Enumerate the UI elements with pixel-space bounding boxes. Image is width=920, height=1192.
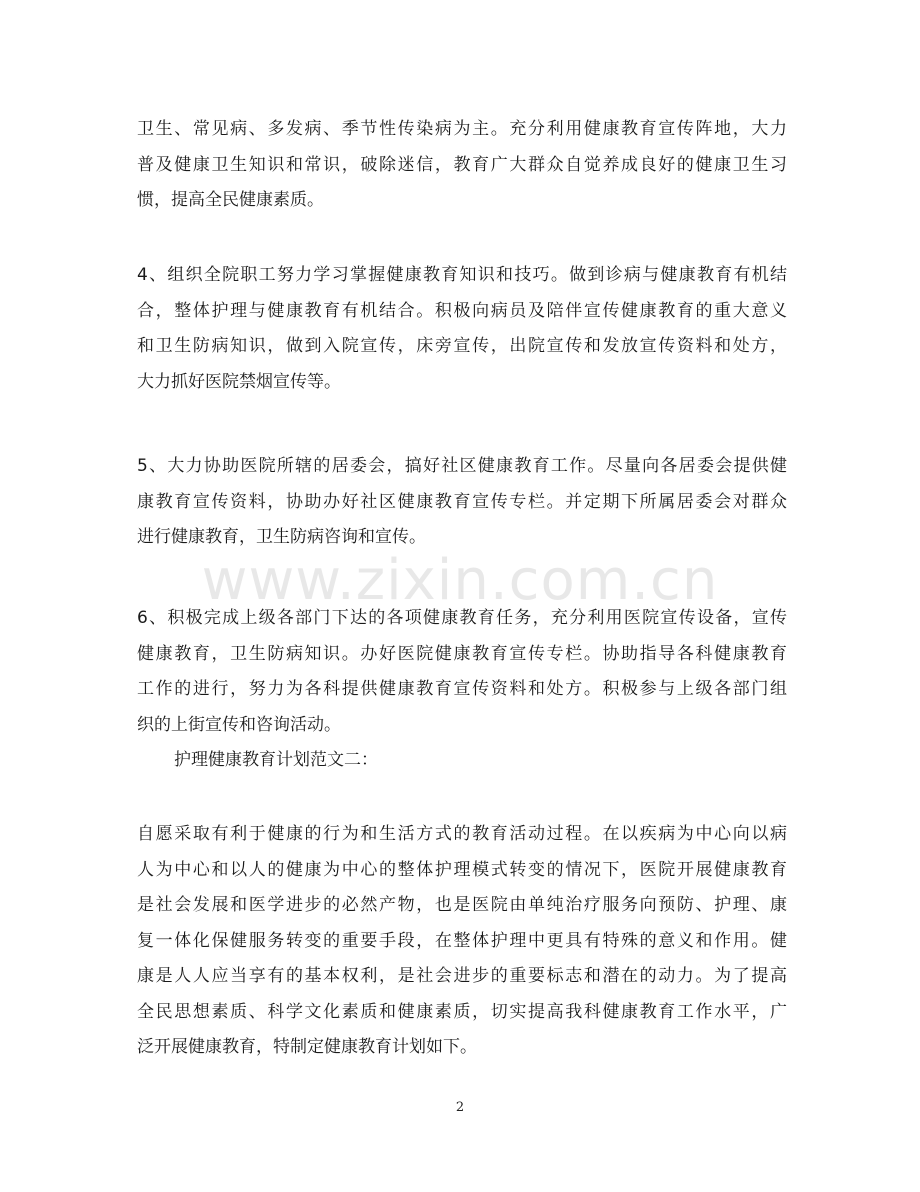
page-number: 2 <box>455 1100 465 1115</box>
paragraph-1 <box>137 112 787 219</box>
text-line: 4、组织全院职工努力学习掌握健康教育知识和技巧。做到诊病与健康教育有机结 <box>137 265 787 285</box>
text-line: 全民思想素质、科学文化素质和健康素质，切实提高我科健康教育工作水平，广 <box>137 1001 787 1022</box>
text-line: 合，整体护理与健康教育有机结合。积极向病员及陪伴宣传健康教育的重大意义 <box>137 300 787 321</box>
text-line: 卫生、常见病、多发病、季节性传染病为主。充分利用健康教育宣传阵地，大力 <box>137 119 787 139</box>
text-line: 康教育宣传资料，协助办好社区健康教育宣传专栏。并定期下所属居委会对群众 <box>137 491 787 512</box>
text-line: 进行健康教育，卫生防病咨询和宣传。 <box>137 527 426 547</box>
text-line: 普及健康卫生知识和常识，破除迷信，教育广大群众自觉养成良好的健康卫生习 <box>137 154 787 175</box>
section-heading: 护理健康教育计划范文二： <box>174 750 378 770</box>
text-line: 工作的进行，努力为各科提供健康教育宣传资料和处方。积极参与上级各部门组 <box>137 679 787 699</box>
text-line: 织的上街宣传和咨询活动。 <box>137 714 341 735</box>
text-line: 和卫生防病知识，做到入院宣传，床旁宣传，出院宣传和发放宣传资料和处方， <box>137 336 787 356</box>
text-line: 健康教育，卫生防病知识。办好医院健康教育宣传专栏。协助指导各科健康教育 <box>137 643 787 664</box>
text-line: 是社会发展和医学进步的必然产物，也是医院由单纯治疗服务向预防、护理、康 <box>137 895 787 915</box>
paragraph-item-5 <box>137 449 787 556</box>
paragraph-item-4 <box>137 258 787 400</box>
paragraph-intro <box>137 817 787 1066</box>
paragraph-item-6 <box>137 601 787 743</box>
text-line: 复一体化保健服务转变的重要手段，在整体护理中更具有特殊的意义和作用。健 <box>137 930 787 951</box>
text-line: 人为中心和以人的健康为中心的整体护理模式转变的情况下，医院开展健康教育 <box>137 859 787 880</box>
text-line: 自愿采取有利于健康的行为和生活方式的教育活动过程。在以疾病为中心向以病 <box>137 824 787 844</box>
text-line: 惯，提高全民健康素质。 <box>137 190 324 210</box>
text-line: 泛开展健康教育，特制定健康教育计划如下。 <box>137 1037 477 1057</box>
watermark: www.zixin.com.cn <box>201 548 719 613</box>
text-line: 康是人人应当享有的基本权利，是社会进步的重要标志和潜在的动力。为了提高 <box>137 966 787 986</box>
text-line: 5、大力协助医院所辖的居委会，搞好社区健康教育工作。尽量向各居委会提供健 <box>137 456 787 476</box>
text-line: 大力抓好医院禁烟宣传等。 <box>137 371 341 392</box>
text-line: 6、积极完成上级各部门下达的各项健康教育任务，充分利用医院宣传设备，宣传 <box>137 608 787 628</box>
